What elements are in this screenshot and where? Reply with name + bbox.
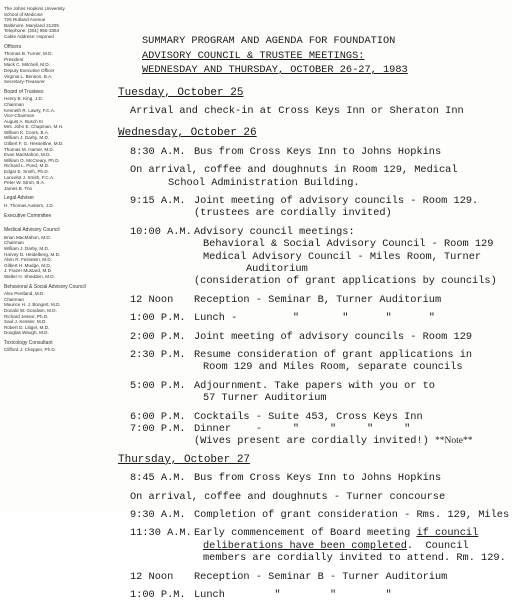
trustees-list: [4, 90, 112, 192]
day-heading-tuesday: Tuesday, October 25: [118, 86, 244, 99]
agenda-entry: [118, 423, 510, 448]
entry-time: 1:00 P.M.: [130, 312, 186, 325]
org-address: [4, 6, 112, 40]
agenda-entry: [118, 164, 510, 189]
agenda-entry: [118, 349, 510, 374]
org-line: 725 Rutland Avenue: [4, 17, 46, 23]
entry-text: On arrival, coffee and doughnuts in Room 129, Medical: [130, 164, 458, 177]
entry-time: 1:00 P.M.: [130, 589, 186, 602]
entry-time: 5:00 P.M.: [130, 379, 186, 392]
medical-line: Brian MacMahon, M.D.: [4, 234, 51, 240]
entry-time: 2:30 P.M.: [130, 349, 186, 361]
trustee-line: James B. Trio: [4, 185, 33, 191]
title-line-1: SUMMARY PROGRAM AND AGENDA FOR FOUNDATION: [142, 35, 396, 47]
entry-text: (trustees are cordially invited): [194, 207, 392, 220]
entry-text: Room 129 and Miles Room, separate councils: [203, 361, 463, 374]
trustee-line: August A. Busch III: [4, 118, 43, 124]
day-heading-thursday: Thursday, October 27: [118, 453, 251, 466]
agenda-entry: [118, 509, 510, 521]
entry-text: Medical Advisory Council - Miles Room, Turner: [203, 250, 482, 263]
trustee-line: William O. McCreary, Ph.D.: [4, 157, 60, 163]
officers-list: [4, 45, 112, 85]
executive-committee: [4, 214, 112, 220]
agenda-entry: [118, 195, 510, 220]
legal-heading: Legal Adviser: [4, 195, 35, 202]
trustee-line: Gilbert F. G. Hesseltine, M.D.: [4, 141, 64, 147]
toxicology-line: Clifford J. Chepper, Ph.D.: [4, 347, 57, 353]
entry-text: Bus from Cross Keys Inn to Johns Hopkins: [194, 145, 442, 158]
entry-text: Auditorium: [246, 262, 308, 275]
org-line: Cable Address: Hopmed: [4, 33, 54, 39]
trustee-line: Peter W. Stroh, B.A.: [4, 180, 46, 186]
entry-text: Cocktails - Suite 453, Cross Keys Inn: [194, 410, 423, 423]
medical-heading: Medical Advisory Council: [4, 227, 60, 234]
entry-text: Behavioral & Social Advisory Council - Room 129: [203, 238, 494, 251]
trustee-line: Evan MacMahon, M.D.: [4, 152, 51, 158]
trustee-line: William K. Coors, B.A.: [4, 129, 50, 135]
agenda-title: [142, 34, 510, 78]
officers-heading: Officers: [4, 43, 22, 50]
agenda-entry: [118, 571, 510, 583]
trustee-line: Richard L. Pond, M.D.: [4, 163, 50, 169]
org-line: School of Medicine: [4, 11, 43, 17]
entry-text: School Administration Building.: [168, 176, 360, 189]
agenda-entry: [118, 146, 510, 158]
entry-text: 57 Turner Auditorium: [203, 392, 327, 405]
org-line: Baltimore, Maryland 21205: [4, 22, 59, 28]
legal-adviser: [4, 196, 112, 208]
medical-line: Chairman: [4, 240, 24, 246]
behavioral-line: Saul J. Kessler, M.D.: [4, 319, 47, 325]
officer-line: Mack C. Mitchell, M.D.: [4, 62, 50, 68]
agenda-body: [118, 34, 510, 608]
legal-line: H. Thomas Austern, J.D.: [4, 203, 54, 208]
entry-time: 12 Noon: [130, 293, 174, 306]
letterhead-column: [4, 6, 112, 358]
trustee-line: Mrs. John E. Chapman, M.H.: [4, 124, 64, 130]
entry-time: 10:00 A.M.: [130, 225, 192, 238]
behavioral-line: Chairman: [4, 296, 24, 302]
org-line: Telephone: (301) 955-3354: [4, 28, 60, 34]
trustee-line: William J. Darby, M.D.: [4, 135, 50, 141]
agenda-entry: [118, 294, 510, 306]
entry-time: 12 Noon: [130, 570, 174, 583]
officer-line: Deputy Executive Officer: [4, 67, 55, 73]
medical-council-list: [4, 228, 112, 279]
trustee-line: Lancelot J. Smith, F.C.A.: [4, 174, 55, 180]
entry-time: 2:00 P.M.: [130, 330, 186, 343]
agenda-entry: [118, 312, 510, 324]
agenda-entry: [118, 380, 510, 405]
entry-text: Dinner - " " " ": [194, 423, 411, 436]
medical-line: Alvin R. Feinstein, M.D.: [4, 257, 52, 263]
agenda-entry: [118, 411, 510, 423]
trustee-line: Kenneth R. Lawry, F.C.A.: [4, 107, 56, 113]
behavioral-line: Alex Pentland, M.D.: [4, 291, 45, 297]
entry-text-underlined: deliberations have been completed: [203, 539, 407, 552]
agenda-entry: [118, 331, 510, 343]
entry-time: 8:45 A.M.: [130, 472, 186, 485]
entry-time: 6:00 P.M.: [130, 410, 186, 423]
org-line: The Johns Hopkins University: [4, 6, 65, 11]
medical-line: Harvey D. Heidelberg, M.D.: [4, 251, 61, 257]
entry-time: 8:30 A.M.: [130, 145, 186, 158]
entry-text-underlined: if council: [416, 527, 479, 540]
entry-text: . Council: [406, 539, 469, 552]
entry-text: (consideration of grant applications by councils): [194, 275, 497, 288]
agenda-entry: [118, 589, 510, 601]
behavioral-council-list: [4, 285, 112, 336]
entry-time: 7:00 P.M.: [130, 423, 186, 436]
medical-line: J. Frazer Mustard, M.D.: [4, 268, 53, 274]
entry-text: members are cordially invited to attend. Rm. 129.: [203, 552, 506, 565]
entry-text: Joint meeting of advisory councils - Room 129: [194, 330, 473, 343]
agenda-entry: [118, 105, 510, 117]
medical-line: William J. Darby, M.D.: [4, 245, 50, 251]
trustee-line: Henry B. King, J.D.: [4, 96, 44, 102]
officer-line: President: [4, 56, 24, 62]
agenda-entry: [118, 527, 510, 564]
entry-text: Joint meeting of advisory councils - Room 129.: [194, 194, 479, 207]
behavioral-line: Robert D. Litigel, M.D.: [4, 324, 50, 330]
day-heading-wednesday: Wednesday, October 26: [118, 127, 257, 140]
agenda-entry: [118, 491, 510, 503]
title-line-2: ADVISORY COUNCIL & TRUSTEE MEETINGS:: [142, 49, 365, 62]
trustee-line: Thomas M. Hamer, M.D.: [4, 146, 55, 152]
behavioral-line: Richard Jessor, Ph.D.: [4, 313, 49, 319]
toxicology-heading: Toxicology Consultant: [4, 339, 53, 346]
entry-text: Early commencement of Board meeting: [194, 527, 417, 540]
officer-line: Thomas B. Turner, M.D.: [4, 51, 53, 57]
entry-text: Reception - Seminar B - Turner Auditorium: [194, 570, 448, 583]
entry-text: Lunch " " ": [194, 589, 392, 602]
entry-text: On arrival, coffee and doughnuts - Turner concourse: [130, 490, 446, 503]
behavioral-line: Donald W. Goodwin, M.D.: [4, 307, 57, 313]
trustee-line: Chairman: [4, 101, 24, 107]
behavioral-line: Maurice H. J. Bongert, M.D.: [4, 302, 61, 308]
trustee-line: Vice-Chairman: [4, 113, 35, 119]
entry-text: (Wives present are cordially invited!): [194, 435, 429, 448]
entry-text: Arrival and check-in at Cross Keys Inn or Sheraton Inn: [130, 104, 464, 117]
officer-line: Secretary-Treasurer: [4, 79, 45, 85]
entry-text: Lunch - " " " ": [194, 312, 435, 325]
entry-text: Completion of grant consideration - Rms. 129, Miles: [194, 509, 510, 522]
title-line-3: WEDNESDAY AND THURSDAY, OCTOBER 26-27, 1983: [142, 64, 408, 76]
executive-heading: Executive Committee: [4, 212, 52, 219]
entry-text: Reception - Seminar B, Turner Auditorium: [194, 293, 442, 306]
trustees-heading: Board of Trustees: [4, 88, 44, 95]
entry-text: Advisory council meetings:: [194, 225, 355, 238]
entry-time: 11:30 A.M.: [130, 527, 192, 540]
medical-line: Gilbert H. Mudge, M.D.: [4, 262, 51, 268]
behavioral-line: Douglas Waugh, M.D.: [4, 330, 49, 336]
agenda-entry: [118, 226, 510, 288]
entry-text: Adjournment. Take papers with you or to: [194, 379, 435, 392]
entry-text: Resume consideration of grant applications in: [194, 349, 473, 361]
medical-line: Walter H. Shedden, M.D.: [4, 273, 55, 279]
behavioral-heading: Behavioral & Social Advisory Council: [4, 283, 86, 290]
entry-text: Bus from Cross Keys Inn to Johns Hopkins: [194, 472, 442, 485]
entry-time: 9:15 A.M.: [130, 194, 186, 207]
note-annotation: **Note**: [435, 436, 473, 447]
entry-time: 9:30 A.M.: [130, 509, 186, 522]
trustee-line: Edgar E. Smith, Ph.D.: [4, 169, 49, 175]
toxicology-consultant: [4, 341, 112, 353]
agenda-entry: [118, 472, 510, 484]
officer-line: Virginia L. Benson, B.A.: [4, 73, 53, 79]
